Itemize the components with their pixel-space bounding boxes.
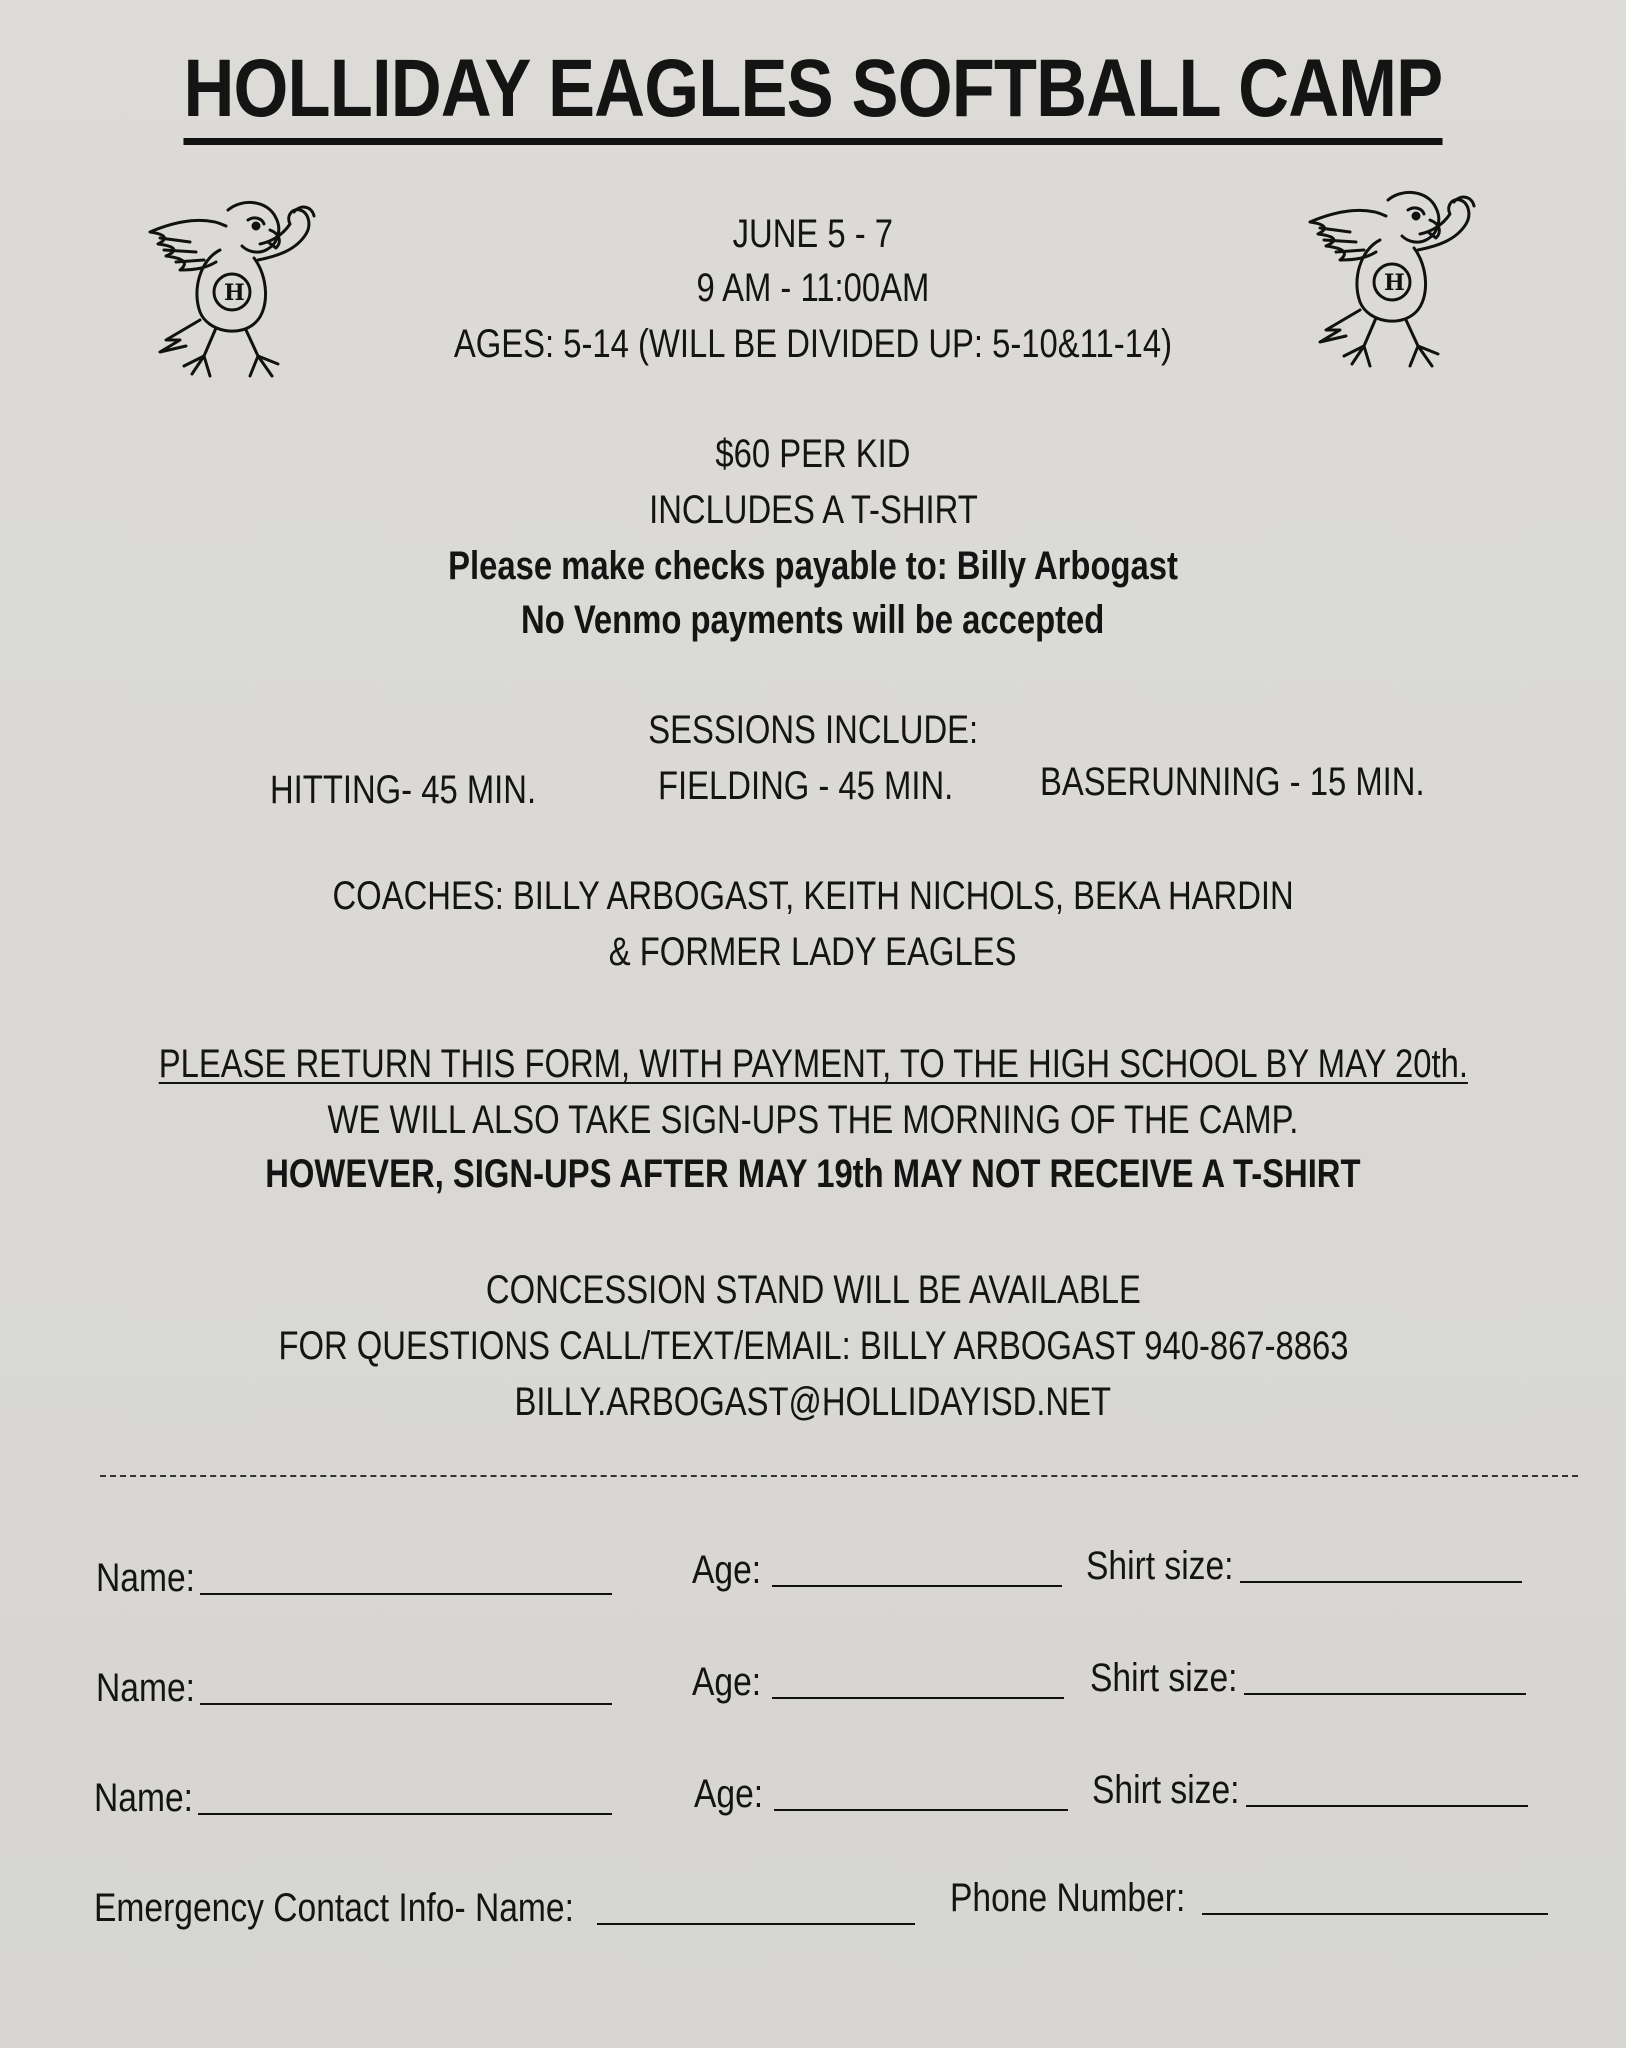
emergency-contact-field[interactable]	[94, 1886, 915, 1931]
session-baserunning: BASERUNNING - 15 MIN.	[1040, 760, 1425, 804]
age-blank[interactable]	[774, 1808, 1068, 1811]
session-fielding: FIELDING - 45 MIN.	[658, 764, 954, 808]
morning-signups: WE WILL ALSO TAKE SIGN-UPS THE MORNING OF THE CAMP.	[327, 1098, 1299, 1142]
shirt-size-blank[interactable]	[1240, 1580, 1522, 1583]
name-blank[interactable]	[200, 1702, 612, 1705]
phone-number-field[interactable]	[950, 1876, 1548, 1921]
age-blank[interactable]	[772, 1584, 1062, 1587]
name-label: Name:	[94, 1776, 193, 1820]
shirt-warning: HOWEVER, SIGN-UPS AFTER MAY 19th MAY NOT RECEIVE A T-SHIRT	[265, 1152, 1361, 1196]
sessions-heading: SESSIONS INCLUDE:	[648, 708, 978, 752]
shirt-size-field-2[interactable]	[1090, 1656, 1526, 1701]
shirt-size-field-3[interactable]	[1092, 1768, 1528, 1813]
name-field-3[interactable]	[94, 1776, 612, 1821]
name-label: Name:	[96, 1556, 195, 1600]
shirt-size-label: Shirt size:	[1090, 1656, 1238, 1700]
phone-number-blank[interactable]	[1202, 1912, 1548, 1915]
session-hitting: HITTING- 45 MIN.	[270, 768, 537, 812]
return-deadline: PLEASE RETURN THIS FORM, WITH PAYMENT, TO THE HIGH SCHOOL BY MAY 20th.	[158, 1042, 1468, 1086]
emergency-contact-label: Emergency Contact Info- Name:	[94, 1886, 574, 1930]
cut-line-divider	[100, 1475, 1578, 1477]
shirt-size-label: Shirt size:	[1092, 1768, 1240, 1812]
svg-text:H: H	[224, 280, 245, 306]
concession-stand: CONCESSION STAND WILL BE AVAILABLE	[485, 1268, 1141, 1312]
page-title-wrapper	[0, 42, 1626, 145]
checks-payable: Please make checks payable to: Billy Arbogast	[448, 544, 1178, 588]
name-label: Name:	[96, 1666, 195, 1710]
age-label: Age:	[694, 1772, 764, 1816]
contact-email: BILLY.ARBOGAST@HOLLIDAYISD.NET	[514, 1380, 1112, 1424]
shirt-size-blank[interactable]	[1244, 1692, 1526, 1695]
price-per-kid: $60 PER KID	[715, 432, 911, 476]
page-title: HOLLIDAY EAGLES SOFTBALL CAMP	[184, 42, 1443, 145]
name-blank[interactable]	[198, 1812, 612, 1815]
shirt-size-blank[interactable]	[1246, 1804, 1528, 1807]
age-field-1[interactable]	[692, 1548, 1062, 1593]
coaches-former: & FORMER LADY EAGLES	[609, 930, 1017, 974]
name-field-2[interactable]	[96, 1666, 612, 1711]
shirt-size-label: Shirt size:	[1086, 1544, 1234, 1588]
age-field-3[interactable]	[694, 1772, 1068, 1817]
coaches-line: COACHES: BILLY ARBOGAST, KEITH NICHOLS, BEKA HARDIN	[332, 874, 1294, 918]
age-label: Age:	[692, 1660, 762, 1704]
no-venmo: No Venmo payments will be accepted	[521, 598, 1105, 642]
camp-time: 9 AM - 11:00AM	[696, 266, 930, 310]
questions-contact: FOR QUESTIONS CALL/TEXT/EMAIL: BILLY ARBOGAST 940-867-8863	[277, 1324, 1349, 1368]
camp-ages: AGES: 5-14 (WILL BE DIVIDED UP: 5-10&11-14)	[453, 322, 1173, 366]
camp-dates: JUNE 5 - 7	[732, 212, 894, 256]
name-blank[interactable]	[200, 1592, 612, 1595]
age-blank[interactable]	[772, 1696, 1064, 1699]
emergency-contact-blank[interactable]	[597, 1922, 915, 1925]
name-field-1[interactable]	[96, 1556, 612, 1601]
age-field-2[interactable]	[692, 1660, 1064, 1705]
phone-number-label: Phone Number:	[950, 1876, 1186, 1920]
shirt-size-field-1[interactable]	[1086, 1544, 1522, 1589]
svg-text:H: H	[1384, 270, 1405, 296]
age-label: Age:	[692, 1548, 762, 1592]
includes-tshirt: INCLUDES A T-SHIRT	[648, 488, 978, 532]
